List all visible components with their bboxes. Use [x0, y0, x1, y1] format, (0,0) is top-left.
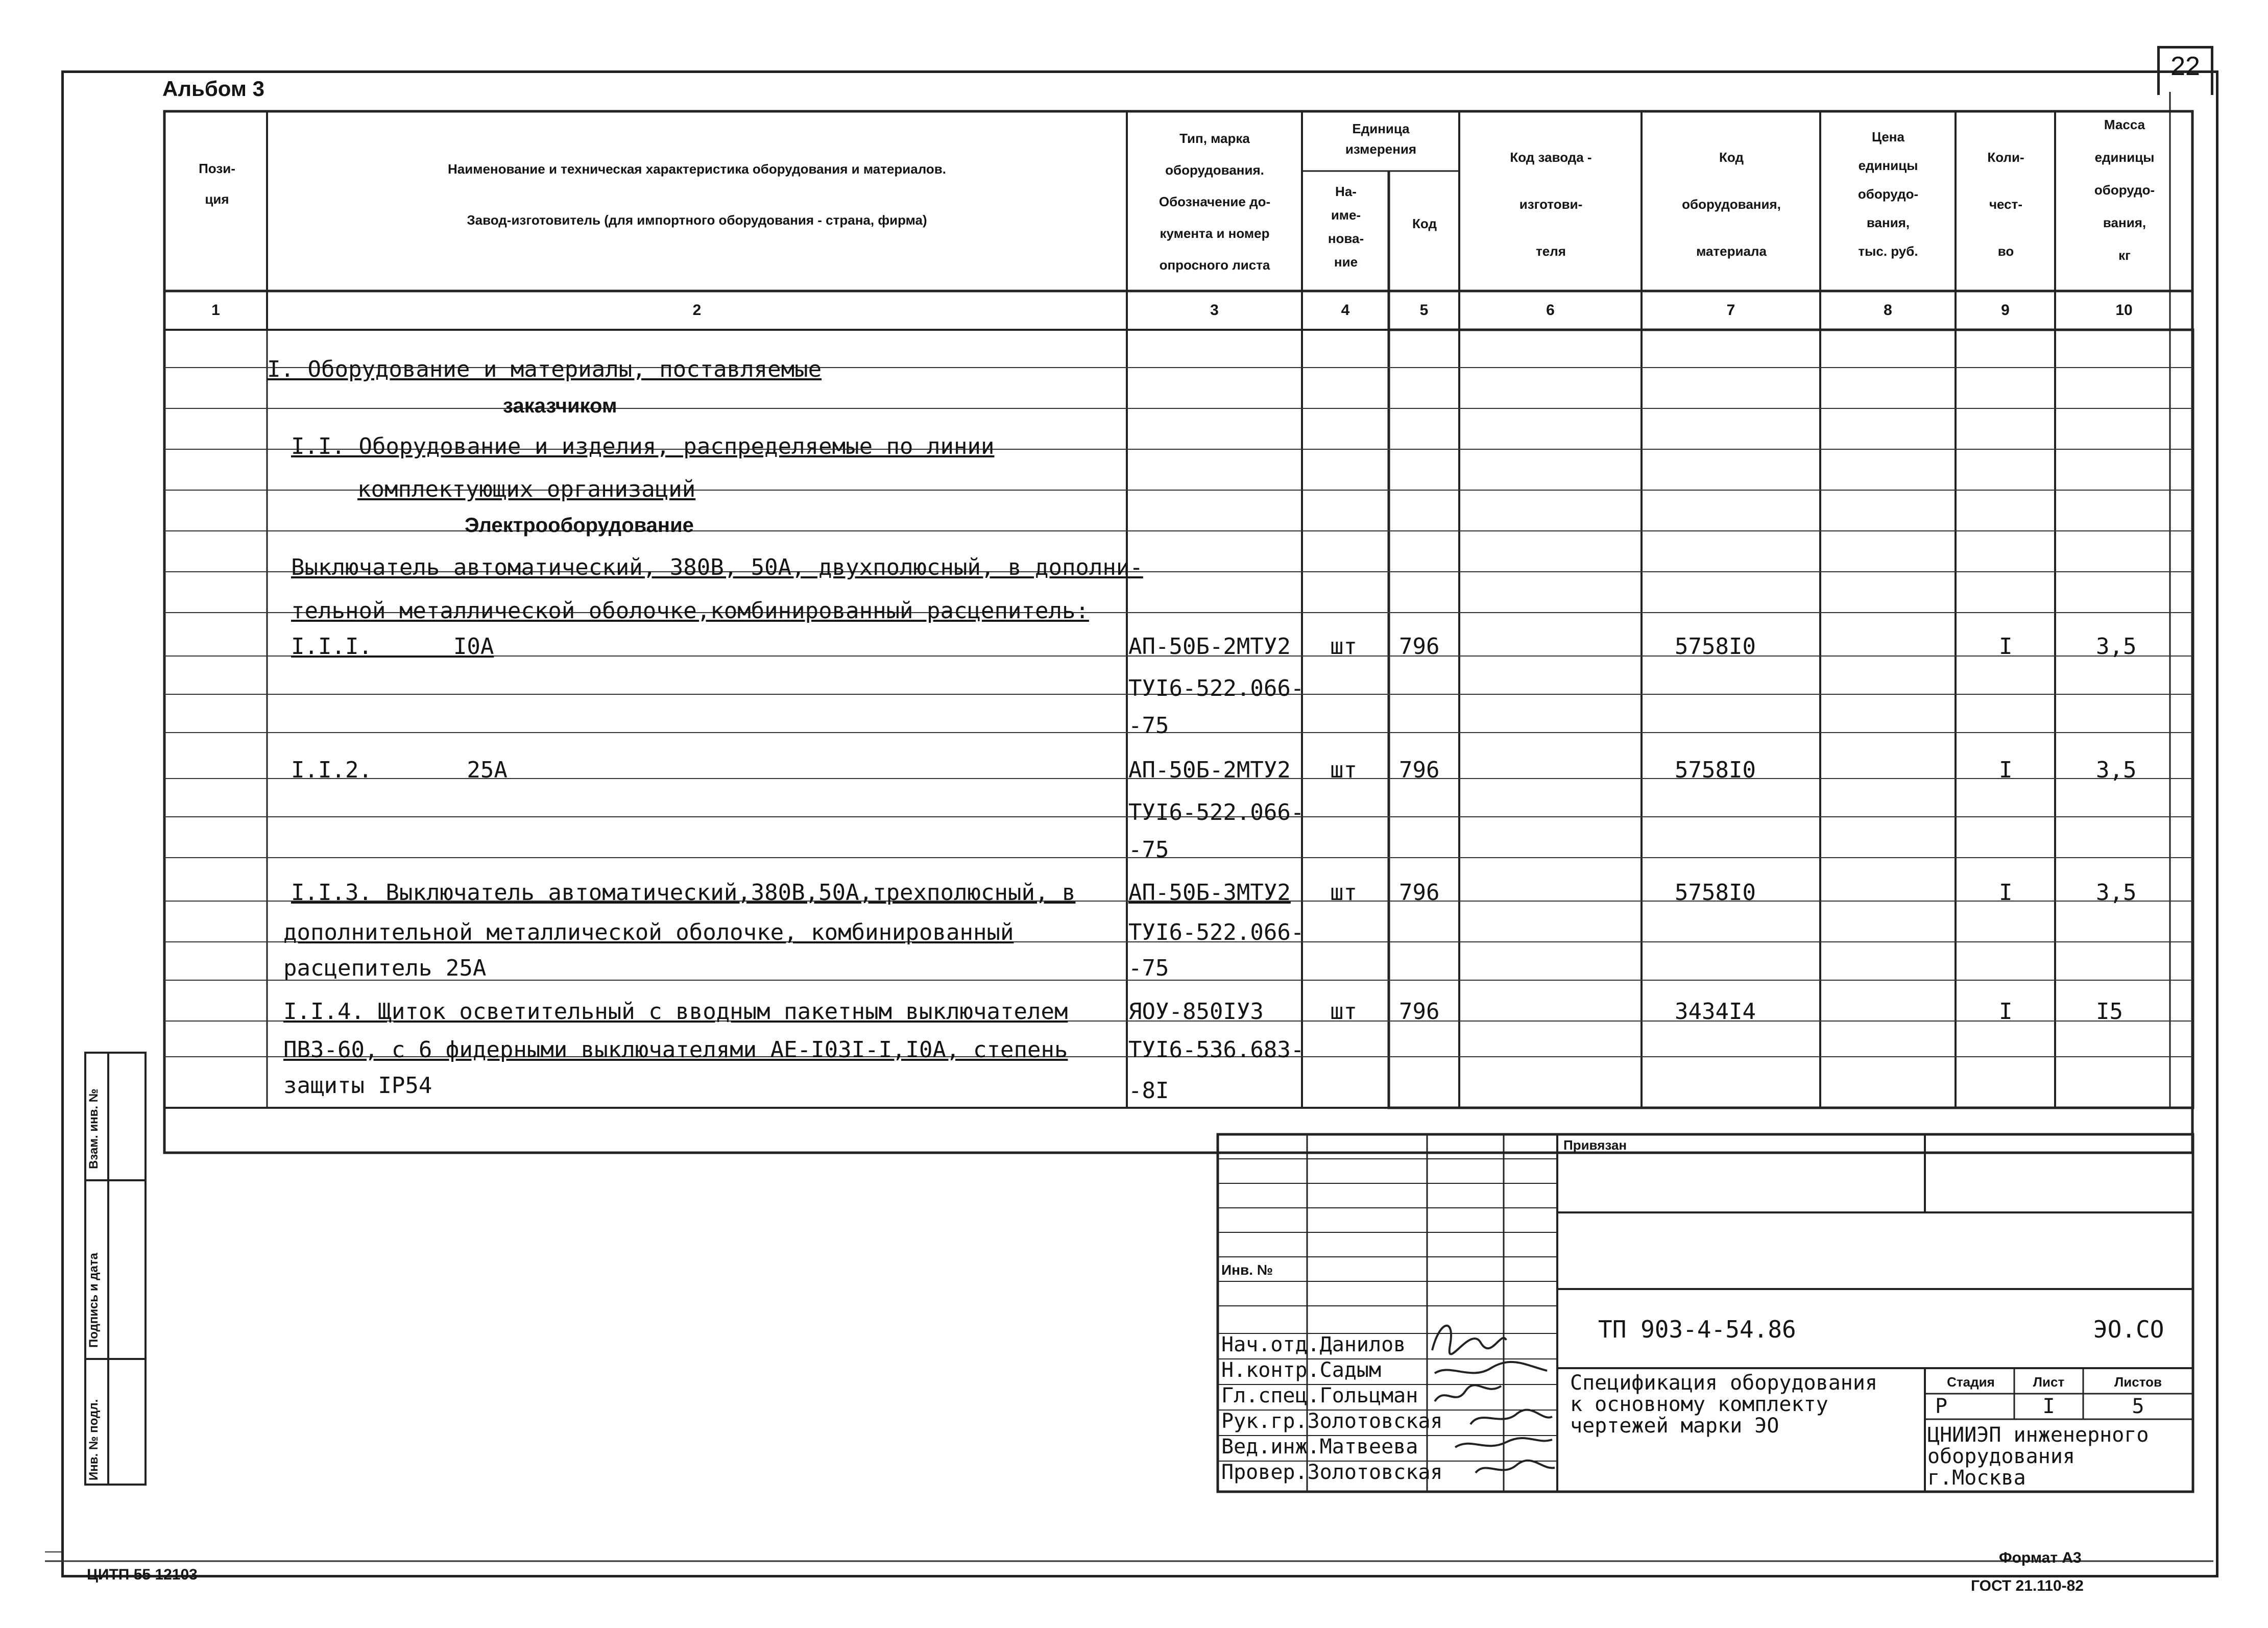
row-17-type: ТУI6-536.683-: [1128, 1037, 1305, 1063]
row-text: дополнительной металлической оболочке, комбинированный: [283, 919, 1014, 945]
stamp-persons: [1221, 1333, 1442, 1484]
stamp-person: Вед.инж.Матвеева: [1221, 1435, 1418, 1459]
row-11-type: ТУI6-522.066-: [1128, 799, 1305, 825]
album-label: Альбом 3: [162, 77, 264, 101]
row-18-type: -8I: [1128, 1078, 1169, 1104]
row-0: [267, 356, 822, 383]
row-text: I. Оборудование и материалы, поставляемые: [267, 356, 822, 382]
signature-1: [1432, 1326, 1506, 1354]
header-name-line2: Завод-изготовитель (для импортного оборудования - страна, фирма): [467, 212, 927, 228]
stamp-privyazan: Привязан: [1563, 1137, 1627, 1153]
row-13-type: АП-50Б-3МТУ2: [1128, 880, 1291, 906]
row-10-mass: 3,5: [2096, 757, 2137, 783]
row-7-type: АП-50Б-2МТУ2: [1128, 634, 1291, 660]
row-10-qty: I: [1999, 757, 2013, 783]
colnum-8: 8: [1884, 302, 1892, 319]
footer-format: Формат А3: [1999, 1549, 2082, 1566]
row-text: I.I.I. I0А: [291, 634, 494, 660]
row-15: [283, 955, 486, 982]
header-position: Пози- ция: [199, 161, 235, 207]
row-16: [283, 998, 1068, 1026]
colnum-5: 5: [1419, 302, 1429, 319]
row-7-equipment-code: 5758I0: [1675, 634, 1756, 660]
colnum-6: 6: [1546, 302, 1555, 319]
row-text: I.I.3. Выключатель автоматический,380В,50А,трехполюсный, в: [291, 880, 1076, 906]
row-6: [291, 597, 1089, 625]
row-text: заказчиком: [503, 395, 617, 417]
footer-gost: ГОСТ 21.110-82: [1971, 1577, 2084, 1594]
side-label-inv: Инв. № подл.: [87, 1399, 101, 1480]
signatures: [1425, 1315, 1562, 1493]
header-unit-code: Код: [1412, 216, 1437, 231]
row-4: [465, 512, 694, 539]
colnum-4: 4: [1341, 302, 1350, 319]
row-3: [357, 476, 695, 503]
row-7-unit: шт: [1330, 634, 1357, 660]
stamp-person: Рук.гр.Золотовская: [1221, 1410, 1443, 1433]
row-14: [283, 919, 1014, 946]
side-label-zam: Взам. инв. №: [87, 1088, 101, 1169]
stamp-org: ЦНИИЭП инженерного оборудования г.Москва: [1927, 1423, 2149, 1490]
stamp-stadiya-label: Стадия: [1947, 1374, 1995, 1390]
stamp-listov: 5: [2132, 1395, 2144, 1418]
row-16-unit-code: 796: [1399, 999, 1440, 1025]
row-text: защиты IP54: [283, 1073, 432, 1099]
row-13-qty: I: [1999, 880, 2013, 906]
row-16-qty: I: [1999, 999, 2013, 1025]
stamp-person: Провер.Золотовская: [1221, 1461, 1443, 1484]
signature-2: [1435, 1362, 1547, 1373]
colnum-2: 2: [692, 302, 702, 319]
row-7-qty: I: [1999, 634, 2013, 660]
row-text: тельной металлической оболочке,комбинированный расцепитель:: [291, 598, 1089, 624]
stamp-title: Спецификация оборудования к основному комплекту чертежей марки ЭО: [1570, 1371, 1878, 1438]
row-10-equipment-code: 5758I0: [1675, 757, 1756, 783]
row-7-unit-code: 796: [1399, 634, 1440, 660]
colnum-7: 7: [1726, 302, 1735, 319]
signature-6: [1476, 1461, 1555, 1473]
colnum-1: 1: [211, 302, 220, 319]
signature-3: [1435, 1385, 1501, 1401]
row-text: I.I.2. 25А: [291, 757, 508, 783]
footer-left: ЦИТП 55 12103: [87, 1566, 198, 1583]
stamp-list: I: [2042, 1395, 2055, 1418]
row-text: I.I. Оборудование и изделия, распределяемые по линии: [291, 433, 995, 459]
header-name-line1: Наименование и техническая характеристика оборудования и материалов.: [447, 161, 946, 177]
row-18: [283, 1072, 432, 1100]
row-13: [291, 879, 1075, 907]
stamp-list-label: Лист: [2033, 1374, 2065, 1390]
colnum-3: 3: [1210, 302, 1219, 319]
stamp-person: Гл.спец.Гольцман: [1221, 1384, 1418, 1407]
row-2: [291, 433, 995, 460]
page-number: 22: [2170, 52, 2200, 81]
row-text: Электрооборудование: [465, 514, 694, 537]
row-text: комплектующих организаций: [357, 476, 696, 502]
header-mass: Масса единицы оборудо- вания, кг: [2094, 117, 2155, 263]
row-12-type: -75: [1128, 837, 1169, 863]
header-unit: Единица измерения: [1345, 121, 1417, 157]
row-text: ПВ3-60, с 6 фидерными выключателями АЕ-I03I-I,I0А, степень: [283, 1037, 1068, 1063]
stamp-person: Нач.отд.Данилов: [1221, 1333, 1406, 1356]
row-14-type: ТУI6-522.066-: [1128, 919, 1305, 945]
header-equipment-code: Код оборудования, материала: [1682, 150, 1781, 259]
stamp-mark: ЭО.СО: [2093, 1316, 2164, 1343]
row-5: [291, 554, 1143, 581]
row-10-type: АП-50Б-2МТУ2: [1128, 757, 1291, 783]
signature-4: [1470, 1410, 1552, 1424]
row-10-unit-code: 796: [1399, 757, 1440, 783]
stamp-stadiya: Р: [1935, 1395, 1948, 1418]
row-16-unit: шт: [1330, 999, 1357, 1025]
row-17: [283, 1036, 1068, 1064]
row-16-type: ЯОУ-850IУ3: [1128, 999, 1264, 1025]
row-text: расцепитель 25А: [283, 955, 487, 981]
stamp-person: Н.контр.Садым: [1221, 1358, 1382, 1382]
header-factory-code: Код завода - изготови- теля: [1510, 150, 1592, 259]
row-16-mass: I5: [2096, 999, 2123, 1025]
header-type: Тип, марка оборудования. Обозначение до- кумента и номер опросного листа: [1159, 131, 1271, 273]
row-10-unit: шт: [1330, 757, 1357, 783]
row-9-type: -75: [1128, 713, 1169, 739]
row-13-mass: 3,5: [2096, 880, 2137, 906]
row-text: Выключатель автоматический, 380В, 50А, двухполюсный, в дополни-: [291, 554, 1143, 580]
row-13-unit: шт: [1330, 880, 1357, 906]
row-13-equipment-code: 5758I0: [1675, 880, 1756, 906]
row-7: [291, 633, 494, 661]
row-8-type: ТУI6-522.066-: [1128, 675, 1305, 701]
colnum-9: 9: [2001, 302, 2010, 319]
header-unit-name: На- име- нова- ние: [1328, 184, 1364, 270]
row-7-mass: 3,5: [2096, 634, 2137, 660]
header-quantity: Коли- чест- во: [1987, 150, 2024, 259]
row-15-type: -75: [1128, 955, 1169, 981]
stamp-doc-code: ТП 903-4-54.86: [1598, 1316, 1796, 1343]
signature-5: [1455, 1438, 1552, 1447]
side-label-podpis: Подпись и дата: [87, 1253, 101, 1348]
row-10: [291, 757, 508, 784]
row-13-unit-code: 796: [1399, 880, 1440, 906]
row-1: [503, 392, 617, 420]
stamp-inv-no: Инв. №: [1221, 1262, 1273, 1278]
row-text: I.I.4. Щиток осветительный с вводным пакетным выключателем: [283, 999, 1068, 1025]
header-price: Цена единицы оборудо- вания, тыс. руб.: [1857, 129, 1919, 259]
row-16-equipment-code: 3434I4: [1675, 999, 1756, 1025]
stamp-listov-label: Листов: [2114, 1374, 2162, 1390]
colnum-10: 10: [2115, 302, 2133, 319]
